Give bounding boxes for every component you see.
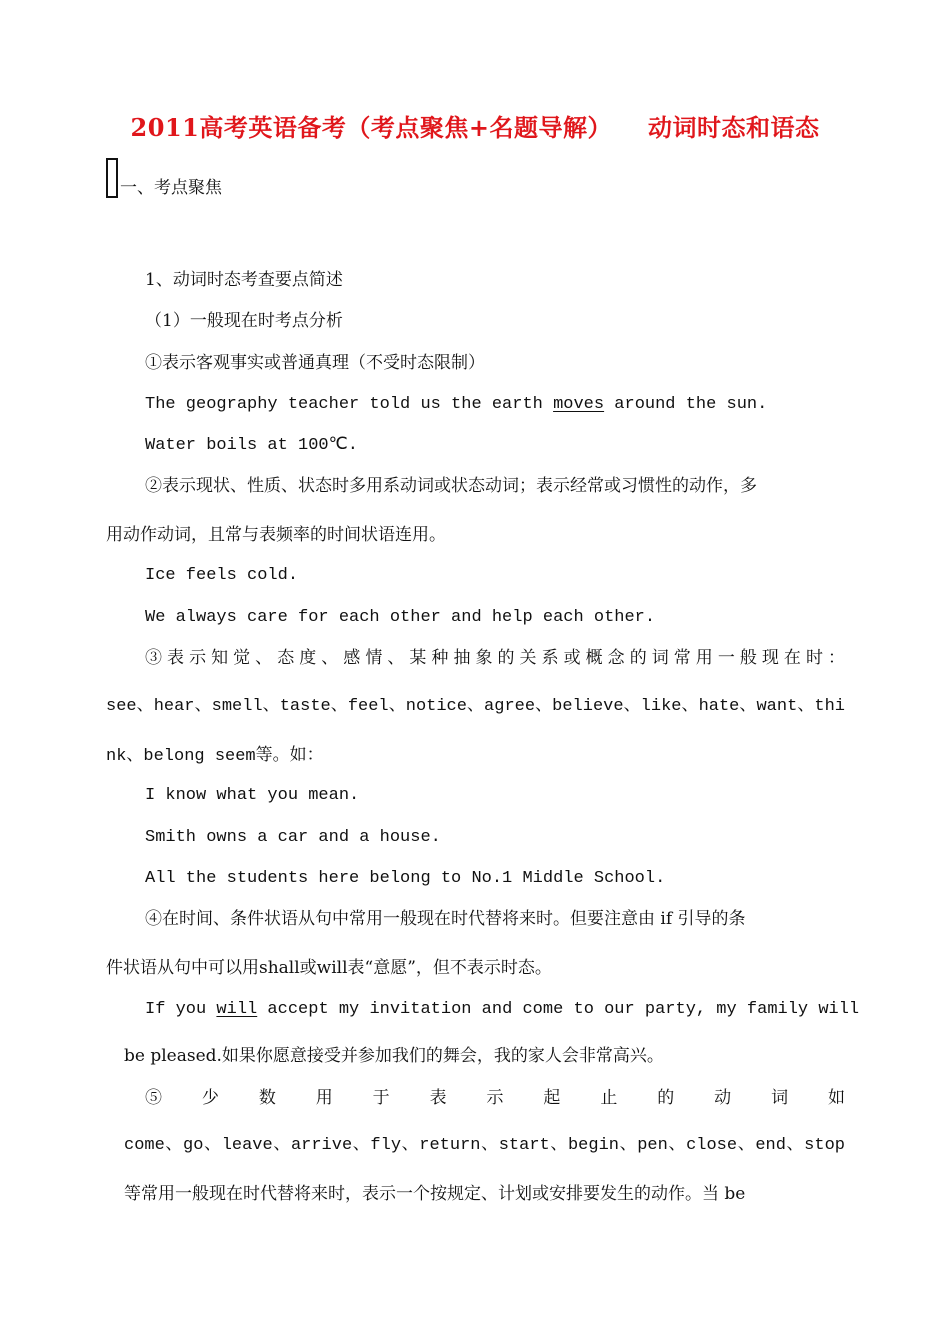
example-sentence-1	[145, 395, 767, 415]
section-heading	[106, 154, 222, 198]
example-8-underlined: will	[216, 1000, 258, 1019]
item-2-line-1: ②表示现状、性质、状态时多用系动词或状态动词；表示经常或习惯性的动作，多	[145, 476, 757, 496]
item-3-suffix: 等。如：	[255, 745, 324, 765]
example-1-part-b: around the sun.	[604, 395, 768, 414]
section-heading-text: 一、考点聚焦	[120, 178, 222, 198]
item-3-line-1: ③表示知觉、态度、感情、某种抽象的关系或概念的词常用一般现在时：	[145, 648, 845, 668]
example-8-part-b: accept my invitation and come to our party, my family will	[257, 1000, 860, 1019]
item-5-line-1	[145, 1088, 845, 1108]
placeholder-glyph-icon	[106, 158, 118, 198]
title-topic: 动词时态和语态	[647, 113, 820, 142]
example-sentence-3: Ice feels cold.	[145, 566, 299, 585]
example-sentence-8	[145, 1000, 860, 1020]
item-3-line-2: see、hear、smell、taste、feel、notice、agree、believe、like、hate、want、thi	[106, 697, 845, 716]
example-1-part-a: The geography teacher told us the earth	[145, 395, 554, 414]
example-sentence-2: Water boils at 100℃.	[145, 436, 358, 455]
example-1-underlined: moves	[553, 395, 605, 414]
example-sentence-4: We always care for each other and help each other.	[145, 608, 656, 627]
item-4-line-2: 件状语从句中可以用shall或will表“意愿”，但不表示时态。	[106, 958, 552, 978]
sub-heading: （1）一般现在时考点分析	[145, 311, 343, 331]
item-5-line-1-text: ⑤ 少 数 用 于 表 示 起 止 的 动 词 如	[145, 1088, 845, 1108]
item-5-line-2: come、go、leave、arrive、fly、return、start、begin、pen、close、end、stop	[124, 1136, 845, 1155]
example-sentence-7: All the students here belong to No.1 Middle School.	[145, 869, 666, 888]
point-heading: 1、动词时态考查要点简述	[145, 270, 343, 290]
title-main: 2011高考英语备考（考点聚焦+名题导解）	[130, 113, 612, 142]
item-2-line-2: 用动作动词，且常与表频率的时间状语连用。	[106, 525, 446, 545]
example-8-part-a: If you	[145, 1000, 217, 1019]
item-1-label: ①表示客观事实或普通真理（不受时态限制）	[145, 353, 485, 373]
example-sentence-8-line-2: be pleased.如果你愿意接受并参加我们的舞会，我的家人会非常高兴。	[124, 1046, 664, 1066]
item-4-line-1: ④在时间、条件状语从句中常用一般现在时代替将来时。但要注意由 if 引导的条	[145, 909, 746, 929]
item-3-line-3	[106, 745, 324, 767]
example-sentence-5: I know what you mean.	[145, 786, 360, 805]
item-5-line-3: 等常用一般现在时代替将来时，表示一个按规定、计划或安排要发生的动作。当 be	[124, 1184, 746, 1204]
document-title	[0, 108, 950, 143]
example-sentence-6: Smith owns a car and a house.	[145, 828, 441, 847]
item-3-words: nk、belong seem	[106, 747, 256, 766]
